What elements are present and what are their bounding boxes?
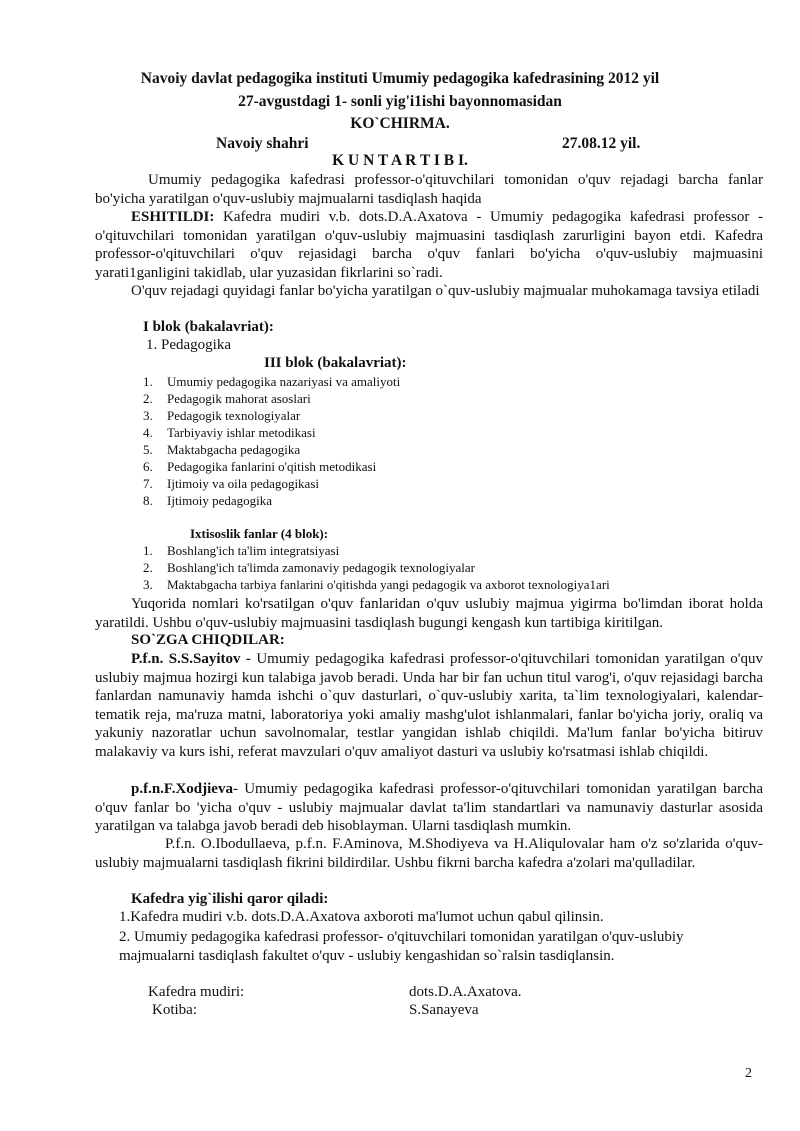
heard-label: ESHITILDI: bbox=[131, 209, 215, 225]
heard-paragraph bbox=[95, 208, 763, 282]
list-item: 7. Ijtimoiy va oila pedagogikasi bbox=[143, 476, 319, 491]
list-item: 1. Umumiy pedagogika nazariyasi va amaliyoti bbox=[143, 374, 401, 389]
speaker1-paragraph bbox=[95, 650, 763, 762]
list-item: 2. Boshlang'ich ta'limda zamonaviy pedagogik texnologiyalar bbox=[143, 560, 475, 575]
header-line-1: Navoiy davlat pedagogika instituti Umumiy pedagogika kafedrasining 2012 yil bbox=[140, 70, 660, 87]
speaker2-text: - Umumiy pedagogika kafedrasi professor-o'qituvchilari tomonidan yaratilgan barcha o'quv fanlar bo 'yicha o'quv - uslubiy majmualar davlat ta'lim standartlari va namunaviy dasturlar asosida yaratilgan va talabga javob beradi deb hisoblayman. Ularni tasdiqlash mumkin. bbox=[95, 781, 763, 835]
list-item: 2. Pedagogik mahorat asoslari bbox=[143, 391, 311, 406]
block4-title: Ixtisoslik fanlar (4 blok): bbox=[190, 526, 329, 541]
block3-title: III blok (bakalavriat): bbox=[264, 355, 407, 371]
speaker2-name: p.f.n.F.Xodjieva bbox=[131, 781, 233, 797]
page-number: 2 bbox=[745, 1066, 752, 1081]
list-item: 4. Tarbiyaviy ishlar metodikasi bbox=[143, 425, 316, 440]
agenda-text: Umumiy pedagogika kafedrasi professor-o'qituvchilari tomonidan o'quv rejadagi barcha fanlar bo'yicha yaratilgan o'quv-uslubiy majmualarni tasdiqlash haqida bbox=[95, 172, 763, 207]
header-line-2: 27-avgustdagi 1- sonli yig'i1ishi bayonnomasidan bbox=[238, 93, 562, 110]
block1-title: I blok (bakalavriat): bbox=[143, 319, 274, 335]
others-paragraph: P.f.n. O.Ibodullaeva, p.f.n. F.Aminova, M.Shodiyeva va H.Aliqulovalar ham o'z so'zlarida o'quv-uslubiy majmualarni tasdiqlash fikrini bildirdilar. Ushbu fikrni barcha kafedra a'zolari ma'qulladilar. bbox=[95, 836, 763, 871]
agenda-title: K U N T A R T I B I. bbox=[332, 152, 468, 169]
heard-text: Kafedra mudiri v.b. dots.D.A.Axatova - Umumiy pedagogika kafedrasi professor - o'qituvchilari tomonidan yaratilgan o'quv-uslubiy majmuasini tasdiqlash zarurligini bayon etdi. Kafedra professor-o'qituvchilari o'quv rejasidagi barcha o'quv fanlari bo'yicha o'quv-uslubiy majmuasini yarati1ganligini takidlab, ular yuzasidan fikrlarini so`radi. bbox=[95, 209, 763, 281]
list-item: 1. Boshlang'ich ta'lim integratsiyasi bbox=[143, 543, 340, 558]
block4-list bbox=[143, 542, 610, 593]
above-paragraph: Yuqorida nomlari ko'rsatilgan o'quv fanlaridan o'quv uslubiy majmua yigirma bo'limdan iborat holda yaratildi. Ushbu o'quv-uslubiy majmuasini tasdiqlash bugungi kengash kun tartibiga kiritilgan. bbox=[95, 596, 763, 631]
decision-title: Kafedra yig`ilishi qaror qiladi: bbox=[131, 891, 329, 907]
document-type-title: KO`CHIRMA. bbox=[350, 115, 450, 132]
block3-list bbox=[143, 373, 400, 509]
secretary-label: Kotiba: bbox=[152, 1002, 197, 1018]
list-item: 5. Maktabgacha pedagogika bbox=[143, 442, 301, 457]
head-name: dots.D.A.Axatova. bbox=[409, 984, 522, 1000]
secretary-name: S.Sanayeva bbox=[409, 1002, 479, 1018]
decision-item-1: 1.Kafedra mudiri v.b. dots.D.A.Axatova axboroti ma'lumot uchun qabul qilinsin. bbox=[119, 909, 604, 925]
list-item: 3. Maktabgacha tarbiya fanlarini o'qitishda yangi pedagogik va axborot texnologiya1ari bbox=[143, 577, 610, 592]
decision-item-2: 2. Umumiy pedagogika kafedrasi professor- o'qituvchilari tomonidan yaratilgan o'quv-uslubiy majmualarni tasdiqlash fakultet o'quv - uslubiy kengashidan so`ralsin tasdiqlansin. bbox=[119, 929, 684, 964]
head-label: Kafedra mudiri: bbox=[148, 984, 245, 1000]
city: Navoiy shahri bbox=[216, 135, 309, 152]
list-item: 8. Ijtimoiy pedagogika bbox=[143, 493, 273, 508]
list-item: 6. Pedagogika fanlarini o'qitish metodikasi bbox=[143, 459, 377, 474]
speakers-title: SO`ZGA CHIQDILAR: bbox=[131, 632, 285, 648]
speaker1-text: Umumiy pedagogika kafedrasi professor-o'qituvchilari tomonidan yaratilgan o'quv uslubiy majmua hozirgi kun talabiga javob beradi. Unda har bir fan uchun titul varog'i, o'quv rejasidagi barcha fanlardan namunaviy hamda ishchi o`quv dasturlari, o`quv-uslubiy xarita, ta`lim texnologiyalari, kalendar-tematik reja, ma'ruza matni, laboratoriya yoki amaliy mashg'ulot ishlanmalari, fanlar bo'yicha joriy, oraliq va yakuniy nazoratlar uchun savolnomalar, testlar yangidan ishlab chiqildi. Ma'lum fanlar bo'yicha bitiruv malakaviy va kurs ishi, referat mavzulari o'quv amaliyot dasturi va uslubiy ko'rsatmasi ishlab chiqildi. bbox=[95, 651, 763, 760]
date: 27.08.12 yil. bbox=[562, 135, 641, 152]
speaker2-paragraph bbox=[95, 780, 763, 836]
speaker1-name: P.f.n. S.S.Sayitov - bbox=[131, 651, 251, 667]
block1-item: 1. Pedagogika bbox=[146, 337, 231, 353]
intro-paragraph: O'quv rejadagi quyidagi fanlar bo'yicha yaratilgan o`quv-uslubiy majmualar muhokamaga tavsiya etiladi bbox=[131, 283, 760, 299]
list-item: 3. Pedagogik texnologiyalar bbox=[143, 408, 301, 423]
